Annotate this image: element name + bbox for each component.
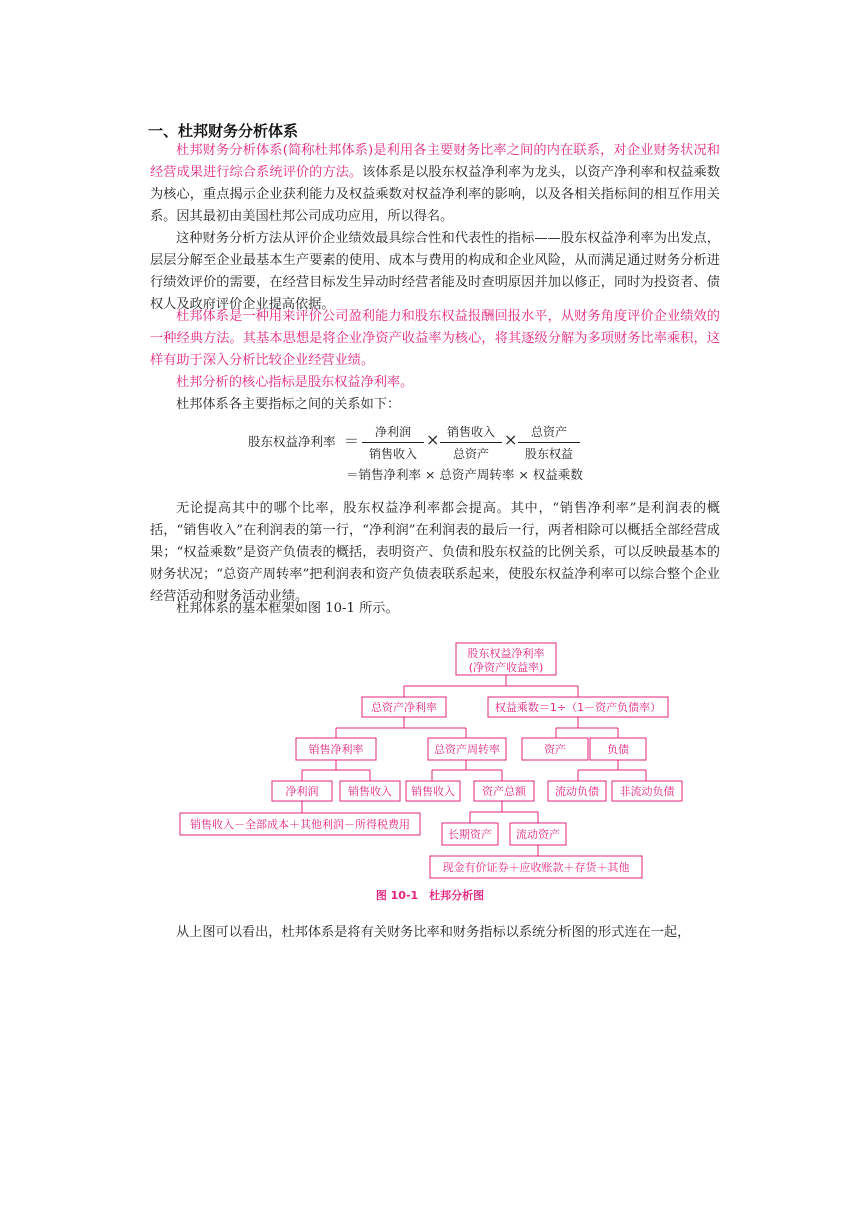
times-sign-2: × (504, 430, 518, 449)
label-sales-net-margin: 销售净利率 (308, 743, 364, 756)
fraction-1-denominator: 销售收入 (368, 447, 417, 461)
paragraph-relation-intro: 杜邦体系各主要指标之间的关系如下： (176, 397, 401, 412)
paragraph-conclusion: 从上图可以看出，杜邦体系是将有关财务比率和财务指标以系统分析图的形式连在一起， (176, 925, 691, 940)
diagram-boxes (180, 643, 682, 878)
label-asset-turnover: 总资产周转率 (434, 743, 500, 756)
paragraph-method: 这种财务分析方法从评价企业绩效最具综合性和代表性的指标——股东权益净利率为出发点，层层分解至企业最基本生产要素的使用、成本与费用的构成和企业风险，从而满足通过财务分析进行绩效评价的需要，在经营目标发生异动时经营者能及时查明原因并加以修正，同时为投资者、债权人及政府评价企业提高依据。 (150, 231, 720, 312)
paragraph-core-indicator: 杜邦分析的核心指标是股东权益净利率。 (176, 375, 414, 390)
label-current-assets-formula: 现金有价证券＋应收账款＋存货＋其他 (442, 861, 630, 874)
label-long-term-assets: 长期资产 (448, 828, 492, 841)
section-heading: 一、杜邦财务分析体系 (148, 122, 299, 140)
label-sales-rev-a: 销售收入 (348, 785, 392, 798)
formula-lhs: 股东权益净利率 (248, 434, 336, 449)
times-sign-1: × (426, 430, 440, 449)
label-current-assets: 流动资产 (516, 828, 560, 841)
label-current-liab: 流动负债 (555, 785, 599, 798)
formula-equals: ＝ (344, 432, 360, 450)
label-noncurrent-liab: 非流动负债 (619, 785, 675, 798)
highlighted-definition: 杜邦财务分析体系(简称杜邦体系)是利用各主要财务比率之间的内在联系，对企业财务状况和经营成果进行综合系统评价的方法。 (150, 143, 720, 180)
paragraph-figure-ref: 杜邦体系的基本框架如图 10-1 所示。 (176, 601, 399, 616)
paragraph-explanation: 无论提高其中的哪个比率，股东权益净利率都会提高。其中，“销售净利率”是利润表的概括，“销售收入”在利润表的第一行，“净利润”在利润表的最后一行，两者相除可以概括全部经营成果；“权益乘数”是资产负债表的概括，表明资产、负债和股东权益的比例关系，可以反映最基本的财务状况；“总资产周转率”把利润表和资产负债表联系起来，使股东权益净利率可以综合整个企业经营活动和财务活动业绩。 (150, 501, 720, 604)
label-root-line1: 股东权益净利率 (467, 647, 545, 660)
label-root-line2: (净资产收益率) (468, 661, 544, 674)
label-equity-mult: 权益乘数＝1÷（1－资产负债率） (494, 701, 662, 714)
fraction-3-denominator: 股东权益 (524, 447, 573, 461)
label-net-profit: 净利润 (285, 785, 319, 798)
label-total-assets: 资产总额 (482, 785, 526, 798)
figure-caption: 图 10-1 杜邦分析图 (375, 889, 485, 902)
formula-line-2: ＝销售净利率 × 总资产周转率 × 权益乘数 (346, 467, 583, 482)
paragraph-basic-idea: 杜邦体系是一种用来评价公司盈利能力和股东权益报酬回报水平，从财务角度评价企业绩效的一种经典方法。其基本思想是将企业净资产收益率为核心，将其逐级分解为多项财务比率乘积，这样有助于深入分析比较企业经营业绩。 (150, 309, 720, 368)
label-assets: 资产 (544, 743, 566, 756)
label-sales-rev-b: 销售收入 (411, 785, 455, 798)
fraction-3-numerator: 总资产 (518, 423, 580, 443)
fraction-1-numerator: 净利润 (362, 423, 424, 443)
intro-rest: 该体系是以股东权益净利率为龙头，以资产净利率和权益乘数为核心，重点揭示企业获利能力及权益乘数对权益净利率的影响，以及各相关指标间的相互作用关系。因其最初由美国杜邦公司成功应用，所以得名。 (150, 165, 721, 224)
fraction-2-numerator: 销售收入 (440, 423, 502, 443)
label-total-asset-net: 总资产净利率 (371, 701, 437, 714)
label-profit-formula: 销售收入－全部成本＋其他利润－所得税费用 (190, 818, 410, 831)
label-liabilities: 负债 (607, 743, 629, 756)
fraction-2-denominator: 总资产 (452, 447, 489, 461)
